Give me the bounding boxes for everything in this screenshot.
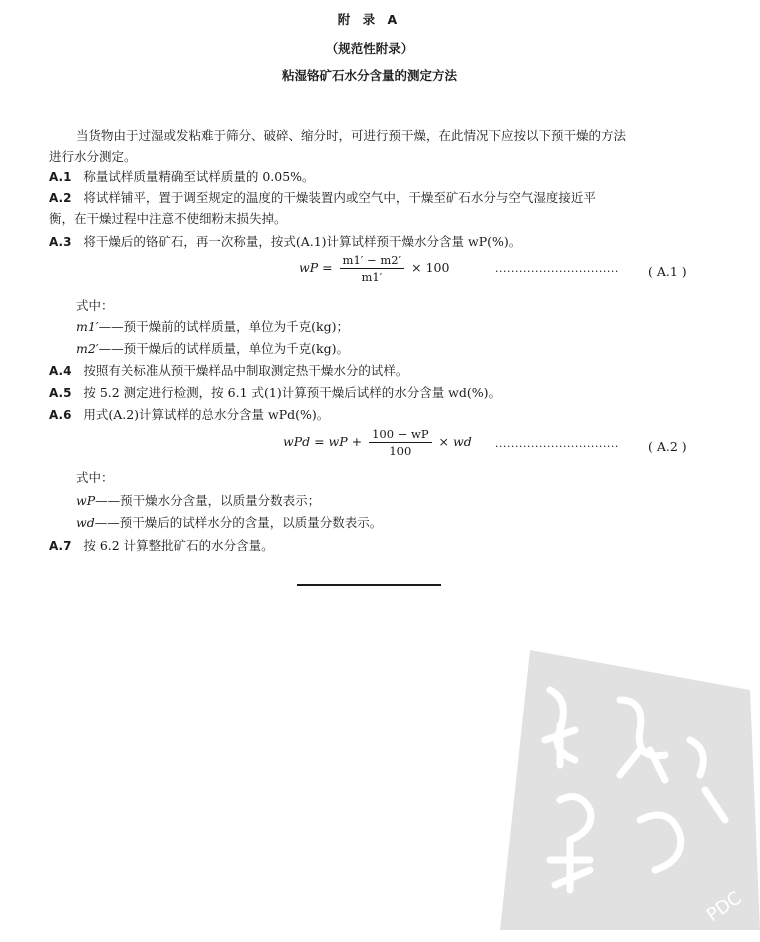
clause-text: 按照有关标准从预干燥样品中制取测定热干燥水分的试样。 [83, 363, 409, 378]
watermark-seal [490, 630, 760, 930]
where-heading: 式中： [76, 470, 114, 485]
clause-text: 按 6.2 计算整批矿石的水分含量。 [83, 538, 274, 553]
where-heading: 式中： [76, 298, 114, 313]
clause-a3 [49, 232, 521, 250]
where-symbol: m1′ [76, 319, 99, 334]
formula-fraction [369, 427, 431, 458]
clause-a2-line-2: 衡，在干燥过程中注意不使细粉末损失掉。 [49, 211, 287, 226]
intro-line-1: 当货物由于过湿或发粘难于筛分、破碎、缩分时，可进行预干燥，在此情况下应按以下预干燥的方法 [76, 128, 627, 143]
appendix-type: （规范性附录） [325, 41, 414, 56]
formula-lhs: wP [299, 260, 319, 275]
clause-label: A.4 [49, 364, 72, 378]
watermark-shape [500, 650, 760, 930]
formula-a2: wPd = wP + $\frac{100 - wP}{100}$ × wd [283, 427, 472, 458]
watermark-corner-mark: PDC [702, 887, 746, 927]
clause-text: 将干燥后的铬矿石，再一次称量，按式(A.1)计算试样预干燥水分含量 wP(%)。 [83, 234, 522, 249]
formula-a2-leader: ······························· [495, 440, 619, 453]
clause-a6 [49, 405, 329, 423]
formula-factor: wd [453, 434, 472, 449]
clause-a5 [49, 383, 501, 401]
clause-text: 将试样铺平，置于调至规定的温度的干燥装置内或空气中，干燥至矿石水分与空气湿度接近平 [83, 190, 596, 205]
formula-factor: × 100 [411, 260, 450, 275]
where-item [76, 317, 349, 335]
formula-a2-ref: ( A.2 ) [648, 439, 687, 454]
fraction-denominator: 100 [389, 444, 412, 458]
fraction-numerator: 100 − wP [369, 427, 431, 443]
clause-text: 用式(A.2)计算试样的总水分含量 wPd(%)。 [83, 407, 330, 422]
clause-a2 [49, 188, 596, 206]
clause-label: A.5 [49, 386, 72, 400]
where-symbol: wd [76, 515, 95, 530]
where-symbol: m2′ [76, 341, 99, 356]
clause-label: A.7 [49, 539, 72, 553]
where-item [76, 491, 320, 509]
where-symbol: wP [76, 493, 96, 508]
clause-text: 称量试样质量精确至试样质量的 0.05%。 [83, 169, 315, 184]
formula-a1-ref: ( A.1 ) [648, 264, 687, 279]
fraction-numerator: m1′ − m2′ [340, 253, 405, 269]
where-text: ——预干燥后的试样水分的含量，以质量分数表示。 [94, 515, 383, 530]
formula-lhs: wPd [283, 434, 311, 449]
formula-fraction [340, 253, 405, 284]
clause-a4 [49, 361, 408, 379]
where-item [76, 339, 349, 357]
clause-label: A.3 [49, 235, 72, 249]
formula-a1-leader: ······························· [495, 265, 619, 278]
formula-a1: wP = $\frac{m1' - m2'}{m1'}$ × 100 [299, 253, 450, 284]
where-text: ——预干燥前的试样质量，单位为千克(kg)； [98, 319, 349, 334]
intro-line-2: 进行水分测定。 [49, 149, 137, 164]
clause-label: A.1 [49, 170, 72, 184]
fraction-denominator: m1′ [361, 270, 383, 284]
end-rule [297, 584, 441, 586]
clause-text: 按 5.2 测定进行检测，按 6.1 式(1)计算预干燥后试样的水分含量 wd(%)。 [83, 385, 502, 400]
formula-term: wP [328, 434, 348, 449]
clause-a7 [49, 536, 274, 554]
appendix-heading: 附 录 A [337, 12, 402, 27]
where-text: ——预干燥水分含量，以质量分数表示； [95, 493, 321, 508]
clause-a1 [49, 167, 315, 185]
appendix-title: 粘湿铬矿石水分含量的测定方法 [281, 68, 457, 83]
clause-label: A.2 [49, 191, 72, 205]
where-item [76, 513, 382, 531]
where-text: ——预干燥后的试样质量，单位为千克(kg)。 [98, 341, 349, 356]
clause-label: A.6 [49, 408, 72, 422]
